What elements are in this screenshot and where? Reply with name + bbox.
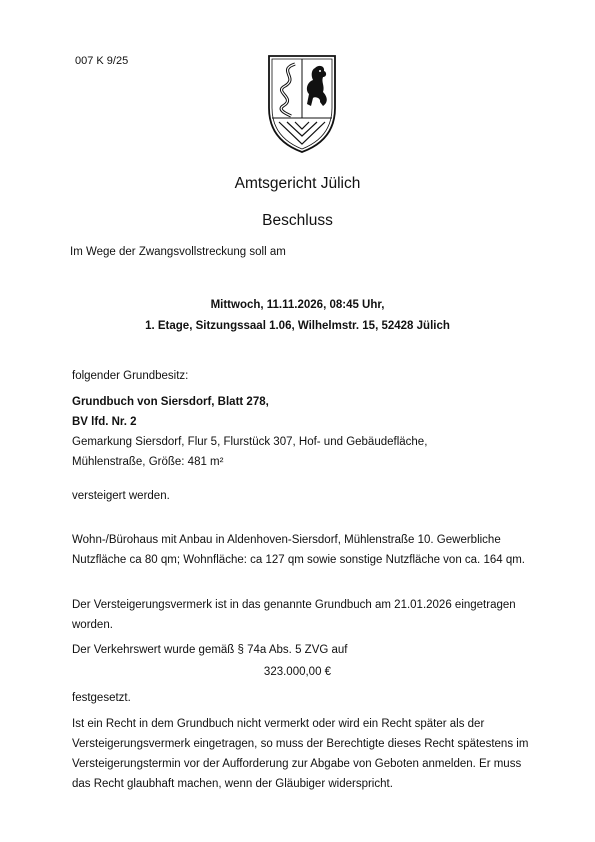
market-value: 323.000,00 € (263, 666, 332, 678)
property-description: Wohn-/Bürohaus mit Anbau in Aldenhoven-Siersdorf, Mühlenstraße 10. Gewerbliche Nutzfläche ca 80 qm; Wohnfläche: ca 127 qm sowie sonstige Nutzfläche von ca. 164 qm. (72, 534, 526, 566)
auction-location: 1. Etage, Sitzungssaal 1.06, Wilhelmstr. 15, 52428 Jülich (145, 320, 450, 332)
cadastral-description: Gemarkung Siersdorf, Flur 5, Flurstück 307, Hof- und Gebäudefläche, (72, 436, 428, 448)
legal-notice: Ist ein Recht in dem Grundbuch nicht vermerkt oder wird ein Recht später als der Versteigerungsvermerk eingetragen, so muss der Berechtigte dieses Recht spätestens im Versteigerungstermin vor der Aufforderung zur Abgabe von Geboten anmelden. Er muss das Recht glaubhaft machen, wenn der Gläubiger widerspricht. (72, 718, 529, 790)
intro-text: Im Wege der Zwangsvollstreckung soll am (70, 246, 286, 258)
inventory-number: BV lfd. Nr. 2 (72, 416, 137, 428)
auction-date-block (0, 295, 595, 337)
property-label: folgender Grundbesitz: (72, 370, 189, 382)
document-type: Beschluss (262, 212, 333, 229)
fixed-text: festgesetzt. (72, 692, 131, 704)
market-value-intro: Der Verkehrswert wurde gemäß § 74a Abs. 5 ZVG auf (72, 644, 348, 656)
court-name: Amtsgericht Jülich (234, 175, 361, 192)
auctioned-text: versteigert werden. (72, 490, 170, 502)
land-register: Grundbuch von Siersdorf, Blatt 278, (72, 396, 269, 408)
file-reference: 007 K 9/25 (75, 55, 129, 67)
property-location-size: Mühlenstraße, Größe: 481 m² (72, 456, 224, 468)
property-block (72, 366, 532, 472)
auction-date: Mittwoch, 11.11.2026, 08:45 Uhr, (210, 299, 385, 311)
nrw-coat-of-arms-icon (257, 52, 347, 156)
register-note: Der Versteigerungsvermerk ist in das genannte Grundbuch am 21.01.2026 eingetragen worden. (72, 599, 516, 631)
